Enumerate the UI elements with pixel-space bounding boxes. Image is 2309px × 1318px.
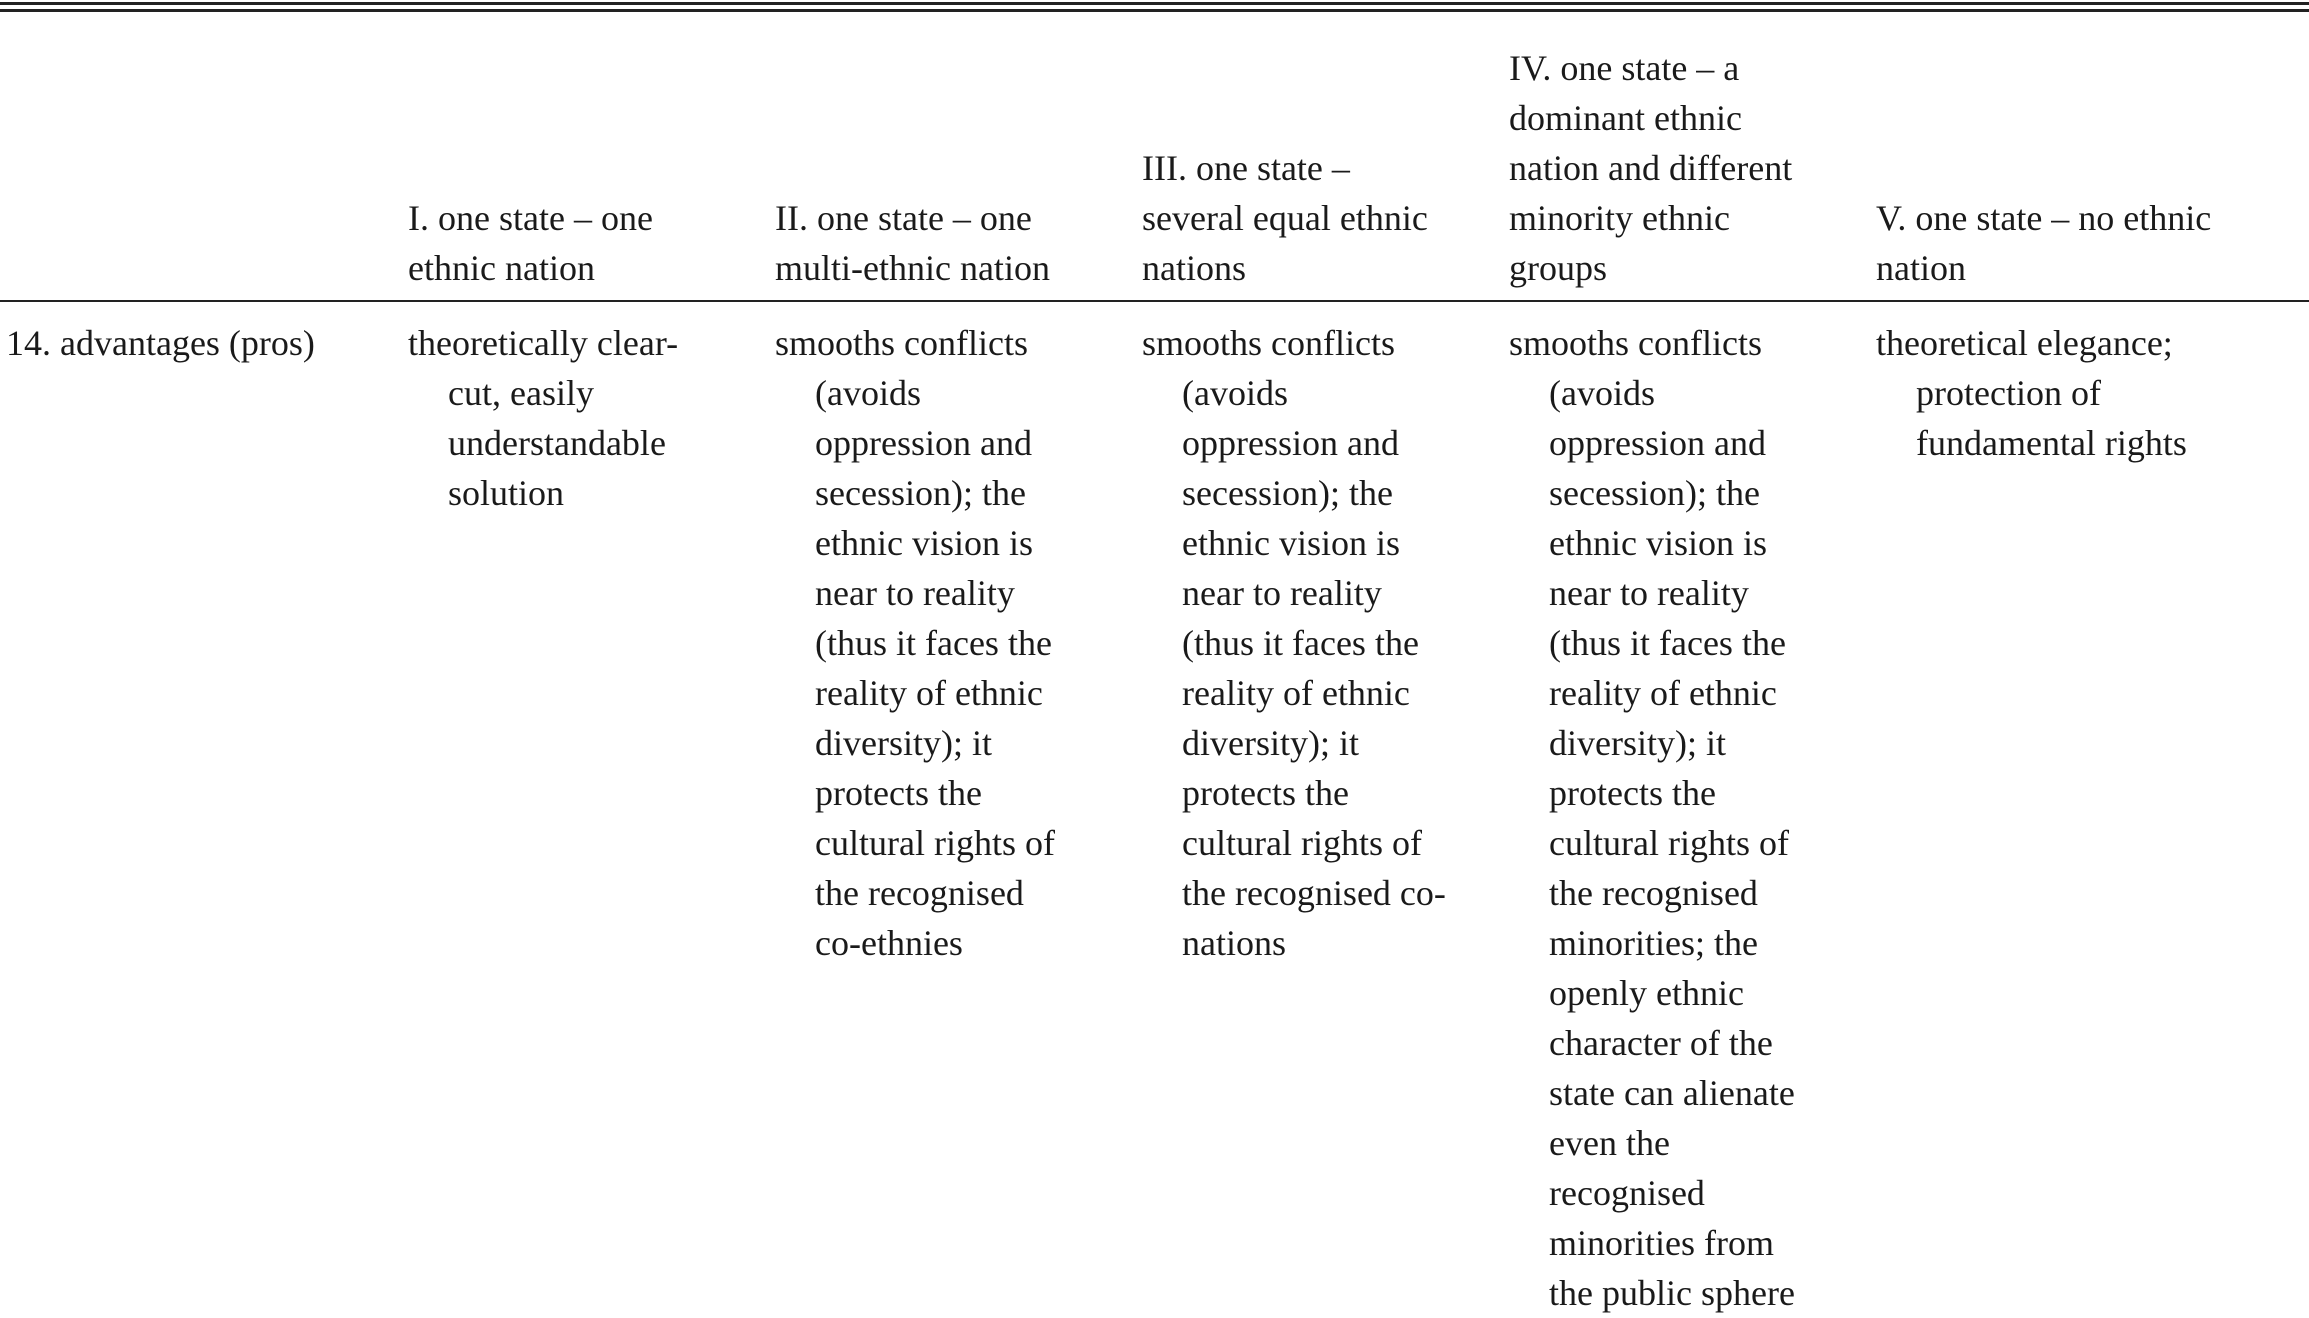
- row-label-text: 14. advantages (pros): [6, 323, 315, 363]
- cell-line: theoretical elegance;: [1876, 323, 2173, 363]
- cell-line: oppression and: [1182, 423, 1399, 463]
- cell-line: state can alienate: [1549, 1073, 1795, 1113]
- cell-line: theoretically clear-: [408, 323, 679, 363]
- cell-line: (thus it faces the: [1549, 623, 1786, 663]
- cell-line: smooths conflicts: [1142, 323, 1395, 363]
- cell-line: (avoids: [1549, 373, 1655, 413]
- cell-line: cut, easily: [448, 373, 594, 413]
- cell-line: protects the: [815, 773, 982, 813]
- header-line: II. one state – one: [775, 198, 1032, 238]
- cell-line: near to reality: [1549, 573, 1749, 613]
- header-col-5: [1876, 193, 2211, 293]
- header-col-4: [1509, 43, 1792, 293]
- cell-col-5: [1876, 318, 2187, 468]
- cell-line: near to reality: [815, 573, 1015, 613]
- header-line: III. one state –: [1142, 148, 1350, 188]
- cell-line: (thus it faces the: [815, 623, 1052, 663]
- cell-line: cultural rights of: [1182, 823, 1422, 863]
- cell-line: the recognised: [1549, 873, 1758, 913]
- header-line: nations: [1142, 248, 1246, 288]
- cell-line: minorities; the: [1549, 923, 1758, 963]
- cell-line: the recognised co-: [1182, 873, 1446, 913]
- cell-line: secession); the: [1549, 473, 1760, 513]
- cell-col-4: [1509, 318, 1795, 1318]
- header-line: ethnic nation: [408, 248, 595, 288]
- cell-line: diversity); it: [1549, 723, 1726, 763]
- header-line: I. one state – one: [408, 198, 653, 238]
- cell-line: protects the: [1549, 773, 1716, 813]
- header-line: dominant ethnic: [1509, 98, 1742, 138]
- cell-line: smooths conflicts: [1509, 323, 1762, 363]
- cell-line: secession); the: [815, 473, 1026, 513]
- cell-line: the recognised: [815, 873, 1024, 913]
- cell-line: ethnic vision is: [815, 523, 1033, 563]
- cell-line: oppression and: [1549, 423, 1766, 463]
- header-line: nation: [1876, 248, 1966, 288]
- cell-line: ethnic vision is: [1182, 523, 1400, 563]
- cell-line: protects the: [1182, 773, 1349, 813]
- row-label: [6, 318, 315, 368]
- cell-line: character of the: [1549, 1023, 1773, 1063]
- cell-line: (thus it faces the: [1182, 623, 1419, 663]
- cell-line: cultural rights of: [815, 823, 1055, 863]
- cell-line: reality of ethnic: [1549, 673, 1777, 713]
- cell-col-2: [775, 318, 1055, 968]
- cell-line: understandable: [448, 423, 666, 463]
- cell-col-3: [1142, 318, 1446, 968]
- cell-line: secession); the: [1182, 473, 1393, 513]
- cell-line: diversity); it: [1182, 723, 1359, 763]
- cell-line: recognised: [1549, 1173, 1705, 1213]
- header-line: V. one state – no ethnic: [1876, 198, 2212, 238]
- cell-line: the public sphere: [1549, 1273, 1795, 1313]
- cell-line: cultural rights of: [1549, 823, 1789, 863]
- cell-line: openly ethnic: [1549, 973, 1744, 1013]
- cell-col-1: [408, 318, 678, 518]
- header-line: multi-ethnic nation: [775, 248, 1050, 288]
- cell-line: reality of ethnic: [1182, 673, 1410, 713]
- header-bottom-rule: [0, 300, 2309, 302]
- cell-line: near to reality: [1182, 573, 1382, 613]
- cell-line: (avoids: [1182, 373, 1288, 413]
- cell-line: minorities from: [1549, 1223, 1774, 1263]
- cell-line: smooths conflicts: [775, 323, 1028, 363]
- cell-line: solution: [448, 473, 565, 513]
- cell-line: diversity); it: [815, 723, 992, 763]
- cell-line: (avoids: [815, 373, 921, 413]
- header-line: minority ethnic: [1509, 198, 1730, 238]
- cell-line: protection of: [1916, 373, 2101, 413]
- cell-line: co-ethnies: [815, 923, 963, 963]
- cell-line: oppression and: [815, 423, 1032, 463]
- header-col-2: [775, 193, 1050, 293]
- header-line: groups: [1509, 248, 1607, 288]
- header-line: nation and different: [1509, 148, 1793, 188]
- cell-line: even the: [1549, 1123, 1670, 1163]
- header-col-3: [1142, 143, 1428, 293]
- cell-line: nations: [1182, 923, 1286, 963]
- cell-line: reality of ethnic: [815, 673, 1043, 713]
- table-top-double-rule: [0, 2, 2309, 12]
- header-line: several equal ethnic: [1142, 198, 1428, 238]
- cell-line: fundamental rights: [1916, 423, 2187, 463]
- cell-line: ethnic vision is: [1549, 523, 1767, 563]
- header-col-1: [408, 193, 653, 293]
- header-line: IV. one state – a: [1509, 48, 1740, 88]
